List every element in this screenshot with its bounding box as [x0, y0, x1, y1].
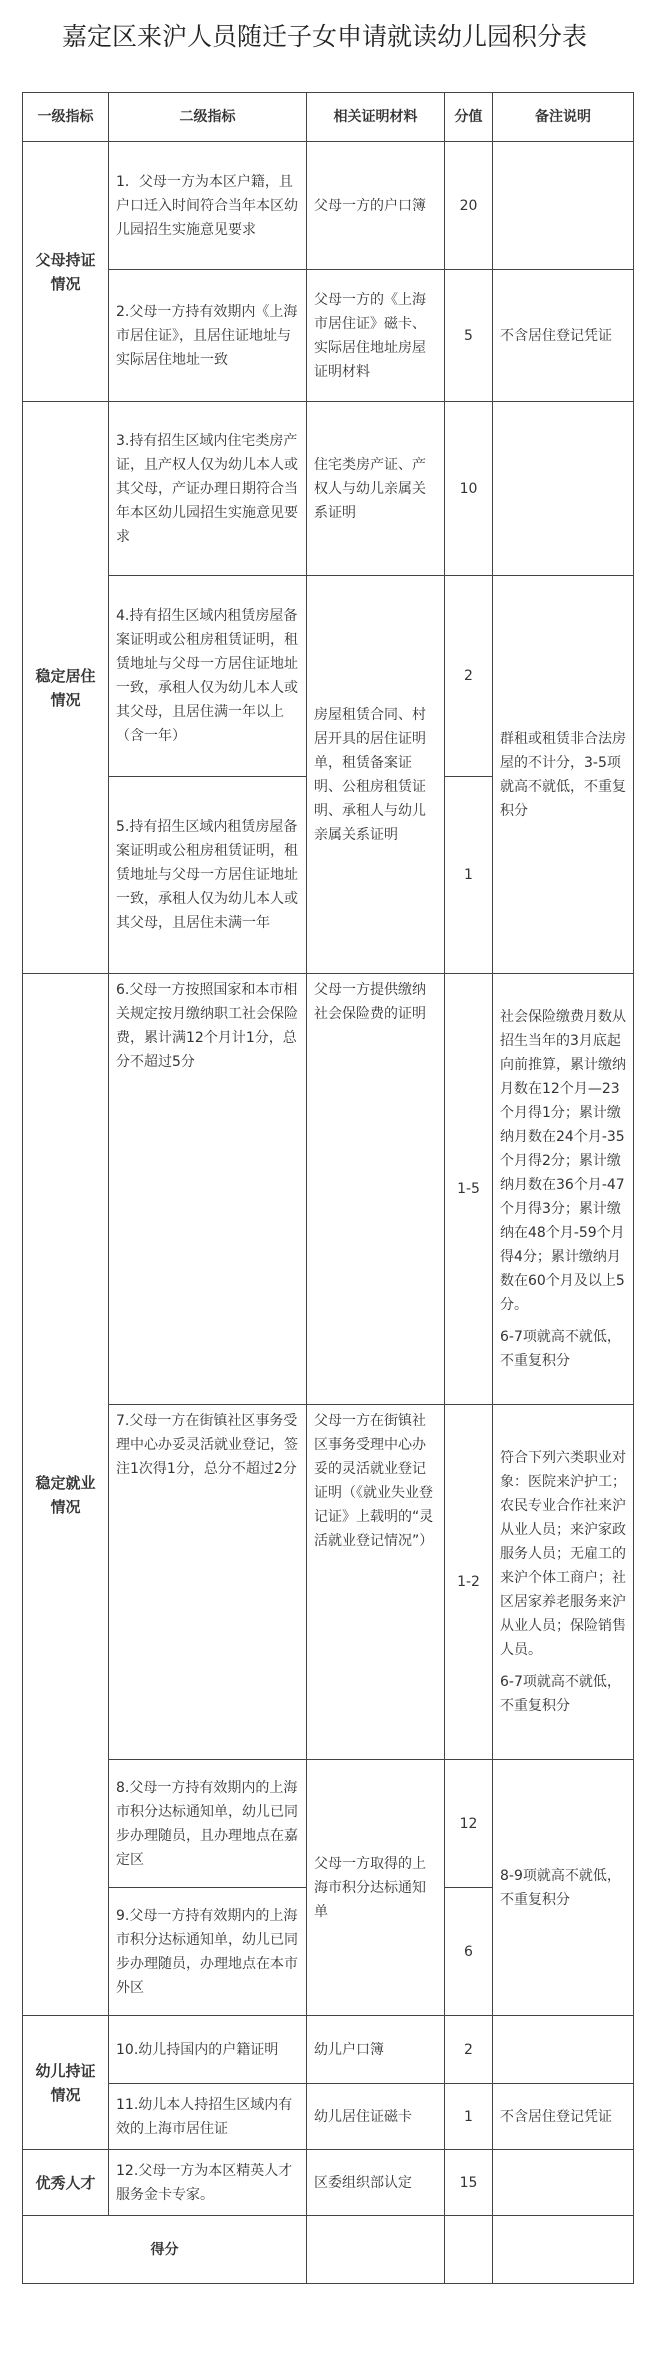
table-row: [23, 1405, 634, 1760]
header-score: 分值: [445, 93, 493, 142]
note-text: 群租或租赁非合法房屋的不计分，3-5项就高不就低，不重复积分: [493, 576, 634, 974]
table-row: [23, 402, 634, 576]
material-text: 住宅类房产证、产权人与幼儿亲属关系证明: [307, 402, 445, 576]
category-employment: 稳定就业情况: [23, 974, 109, 2016]
score-value: 1-5: [445, 974, 493, 1405]
material-text: 房屋租赁合同、村居开具的居住证明单，租赁备案证明、公租房租赁证明、承租人与幼儿亲属关系证明: [307, 576, 445, 974]
note-text: 8-9项就高不就低，不重复积分: [493, 1760, 634, 2016]
item-text: 7.父母一方在街镇社区事务受理中心办妥灵活就业登记，签注1次得1分，总分不超过2分: [109, 1405, 307, 1760]
item-text: 4.持有招生区域内租赁房屋备案证明或公租房租赁证明，租赁地址与父母一方居住证地址一致，承租人仅为幼儿本人或其父母，且居住满一年以上（含一年）: [109, 576, 307, 777]
item-text: 11.幼儿本人持招生区域内有效的上海市居住证: [109, 2084, 307, 2150]
total-notes: [493, 2216, 634, 2284]
header-notes: 备注说明: [493, 93, 634, 142]
note-text: 符合下列六类职业对象：医院来沪护工；农民专业合作社来沪从业人员；来沪家政服务人员；无雇工的来沪个体工商户；社区居家养老服务来沪从业人员；保险销售人员。: [500, 1450, 626, 1658]
score-value: 12: [445, 1760, 493, 1888]
total-label: 得分: [23, 2216, 307, 2284]
material-text: 父母一方在街镇社区事务受理中心办妥的灵活就业登记证明（《就业失业登记证》上载明的“灵活就业登记情况”）: [307, 1405, 445, 1760]
material-text: 幼儿居住证磁卡: [307, 2084, 445, 2150]
item-text: 8.父母一方持有效期内的上海市积分达标通知单，幼儿已同步办理随员，且办理地点在嘉定区: [109, 1760, 307, 1888]
item-text: 9.父母一方持有效期内的上海市积分达标通知单，幼儿已同步办理随员，办理地点在本市外区: [109, 1888, 307, 2016]
note-text: [493, 142, 634, 270]
category-residence: 稳定居住情况: [23, 402, 109, 974]
score-value: 1: [445, 2084, 493, 2150]
item-text: 3.持有招生区域内住宅类房产证，且产权人仅为幼儿本人或其父母，产证办理日期符合当年本区幼儿园招生实施意见要求: [109, 402, 307, 576]
header-row: [23, 93, 634, 142]
category-talent: 优秀人才: [23, 2150, 109, 2216]
note-text: 不含居住登记凭证: [493, 270, 634, 402]
points-table: [22, 92, 634, 2284]
item-text: 6.父母一方按照国家和本市相关规定按月缴纳职工社会保险费，累计满12个月计1分，总分不超过5分: [109, 974, 307, 1405]
item-text: 1．父母一方为本区户籍，且户口迁入时间符合当年本区幼儿园招生实施意见要求: [109, 142, 307, 270]
table-row: [23, 270, 634, 402]
category-parent: 父母持证情况: [23, 142, 109, 402]
item-text: 5.持有招生区域内租赁房屋备案证明或公租房租赁证明，租赁地址与父母一方居住证地址一致，承租人仅为幼儿本人或其父母，且居住未满一年: [109, 777, 307, 974]
page-title: 嘉定区来沪人员随迁子女申请就读幼儿园积分表: [61, 22, 587, 51]
header-materials: 相关证明材料: [307, 93, 445, 142]
material-text: 父母一方的《上海市居住证》磁卡、实际居住地址房屋证明材料: [307, 270, 445, 402]
score-value: 6: [445, 1888, 493, 2016]
material-text: 区委组织部认定: [307, 2150, 445, 2216]
item-text: 12.父母一方为本区精英人才服务金卡专家。: [109, 2150, 307, 2216]
table-row: [23, 142, 634, 270]
item-text: 2.父母一方持有效期内《上海市居住证》，且居住证地址与实际居住地址一致: [109, 270, 307, 402]
table-row: [23, 576, 634, 777]
note-text: [493, 402, 634, 576]
note-text: [493, 2150, 634, 2216]
material-text: 父母一方提供缴纳社会保险费的证明: [307, 974, 445, 1405]
material-text: 父母一方的户口簿: [307, 142, 445, 270]
category-child: 幼儿持证情况: [23, 2016, 109, 2150]
score-value: 2: [445, 2016, 493, 2084]
table-row: [23, 2016, 634, 2084]
note-text: 不含居住登记凭证: [493, 2084, 634, 2150]
table-row: [23, 2084, 634, 2150]
header-level2: 二级指标: [109, 93, 307, 142]
note-text: 6-7项就高不就低，不重复积分: [500, 1674, 621, 1714]
score-value: 20: [445, 142, 493, 270]
total-row: [23, 2216, 634, 2284]
note-cell: [493, 1405, 634, 1760]
score-value: 15: [445, 2150, 493, 2216]
score-value: 1-2: [445, 1405, 493, 1760]
table-row: [23, 1760, 634, 1888]
table-row: [23, 2150, 634, 2216]
material-text: 父母一方取得的上海市积分达标通知单: [307, 1760, 445, 2016]
item-text: 10.幼儿持国内的户籍证明: [109, 2016, 307, 2084]
score-value: 5: [445, 270, 493, 402]
score-value: 10: [445, 402, 493, 576]
note-text: 6-7项就高不就低，不重复积分: [500, 1329, 621, 1369]
note-text: [493, 2016, 634, 2084]
total-materials: [307, 2216, 445, 2284]
note-text: 社会保险缴费月数从招生当年的3月底起向前推算，累计缴纳月数在12个月—23个月得1分；累计缴纳月数在24个月-35个月得2分；累计缴纳月数在36个月-47个月得3分；累计缴纳在48个月-59个月得4分；累计缴纳月数在60个月及以上5分。: [500, 1009, 626, 1313]
score-value: 1: [445, 777, 493, 974]
note-cell: [493, 974, 634, 1405]
table-row: [23, 974, 634, 1405]
total-score: [445, 2216, 493, 2284]
material-text: 幼儿户口簿: [307, 2016, 445, 2084]
score-value: 2: [445, 576, 493, 777]
header-level1: 一级指标: [23, 93, 109, 142]
